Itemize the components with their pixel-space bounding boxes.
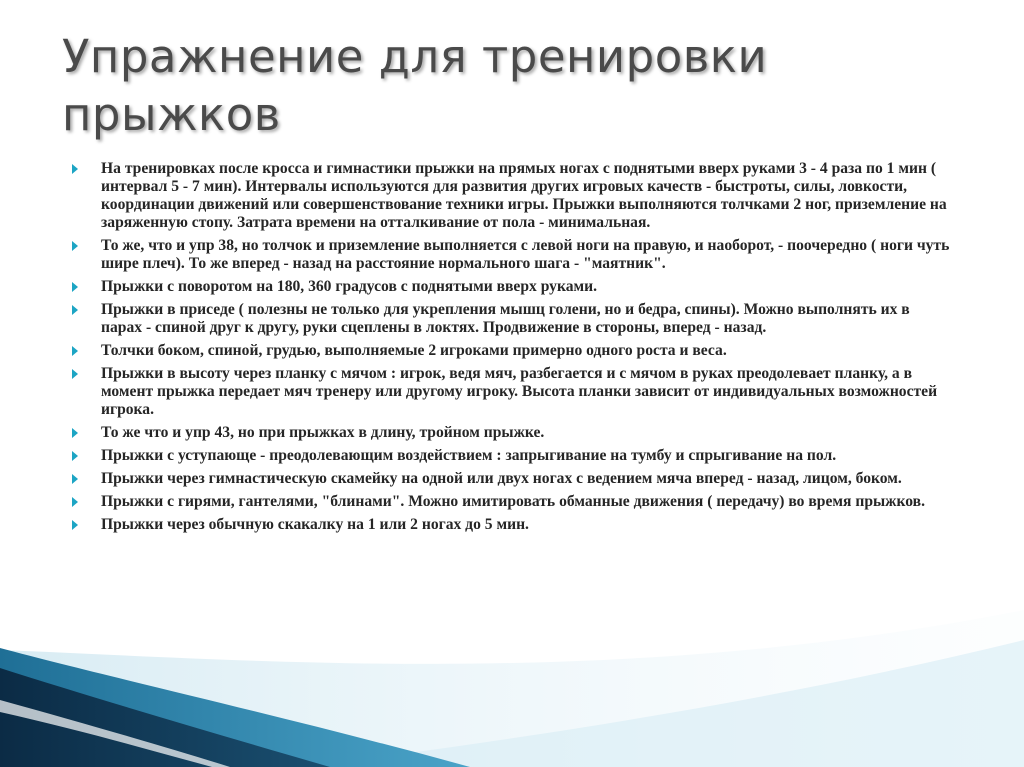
triangle-right-icon (72, 305, 78, 315)
triangle-right-icon (72, 497, 78, 507)
bullet-item (72, 424, 952, 442)
bullet-text: Прыжки с гирями, гантелями, "блинами". Можно имитировать обманные движения ( передачу) во время прыжков. (101, 493, 926, 510)
bullet-item (72, 493, 952, 511)
bullet-item (72, 470, 952, 488)
triangle-right-icon (72, 474, 78, 484)
bullet-item (72, 278, 952, 296)
triangle-right-icon (72, 346, 78, 356)
bullet-item (72, 301, 952, 337)
bullet-text: Прыжки с поворотом на 180, 360 градусов с поднятыми вверх руками. (101, 278, 598, 295)
bullet-text: Прыжки через гимнастическую скамейку на одной или двух ногах с ведением мяча вперед - назад, лицом, боком. (101, 470, 902, 487)
triangle-right-icon (72, 282, 78, 292)
bullet-item (72, 516, 952, 534)
bullet-text: Прыжки с уступающе - преодолевающим воздействием : запрыгивание на тумбу и спрыгивание на пол. (101, 447, 837, 464)
bullet-text: То же что и упр 43, но при прыжках в длину, тройном прыжке. (101, 424, 545, 441)
triangle-right-icon (72, 428, 78, 438)
wave-dark-band (0, 668, 330, 767)
wave-pale-band (300, 640, 1024, 767)
bullet-text: То же, что и упр 38, но толчок и приземление выполняется с левой ноги на правую, и наоборот, - поочередно ( ноги чуть шире плеч). То же вперед - назад на расстояние нормального шага - "маятник". (101, 237, 950, 272)
bullet-item (72, 365, 952, 419)
bullet-list (72, 160, 952, 539)
bullet-text: Прыжки через обычную скакалку на 1 или 2 ногах до 5 мин. (101, 516, 529, 533)
triangle-right-icon (72, 520, 78, 530)
triangle-right-icon (72, 369, 78, 379)
bullet-item (72, 342, 952, 360)
triangle-right-icon (72, 451, 78, 461)
bullet-text: Прыжки в высоту через планку с мячом : игрок, ведя мяч, разбегается и с мячом в руках преодолевает планку, а в момент прыжка передает мяч тренеру или другому игроку. Высота планки зависит от индивидуальных возможностей игрока. (101, 365, 938, 418)
bullet-item (72, 237, 952, 273)
wave-light-band (0, 610, 1024, 767)
bullet-item (72, 447, 952, 465)
bullet-item (72, 160, 952, 232)
bullet-text: Прыжки в приседе ( полезны не только для укрепления мышц голени, но и бедра, спины). Можно выполнять их в парах - спиной друг к другу, руки сцеплены в локтях. Продвижение в стороны, вперед - назад. (101, 301, 910, 336)
wave-white-stripe (0, 700, 230, 767)
wave-mid-band (0, 648, 470, 767)
bullet-text: На тренировках после кросса и гимнастики прыжки на прямых ногах с поднятыми вверх руками 3 - 4 раза по 1 мин ( интервал 5 - 7 мин). Интервалы используются для развития других игровых качеств - быстроты, силы, ловкости, координации движений или совершенствование техники игры. Прыжки выполняются толчками 2 ног, приземление на заряженную стопу. Затрата времени на отталкивание от пола - минимальная. (101, 160, 947, 231)
slide-title: Упражнение для тренировки прыжков (62, 30, 768, 141)
triangle-right-icon (72, 241, 78, 251)
triangle-right-icon (72, 164, 78, 174)
bullet-text: Толчки боком, спиной, грудью, выполняемые 2 игроками примерно одного роста и веса. (101, 342, 727, 359)
